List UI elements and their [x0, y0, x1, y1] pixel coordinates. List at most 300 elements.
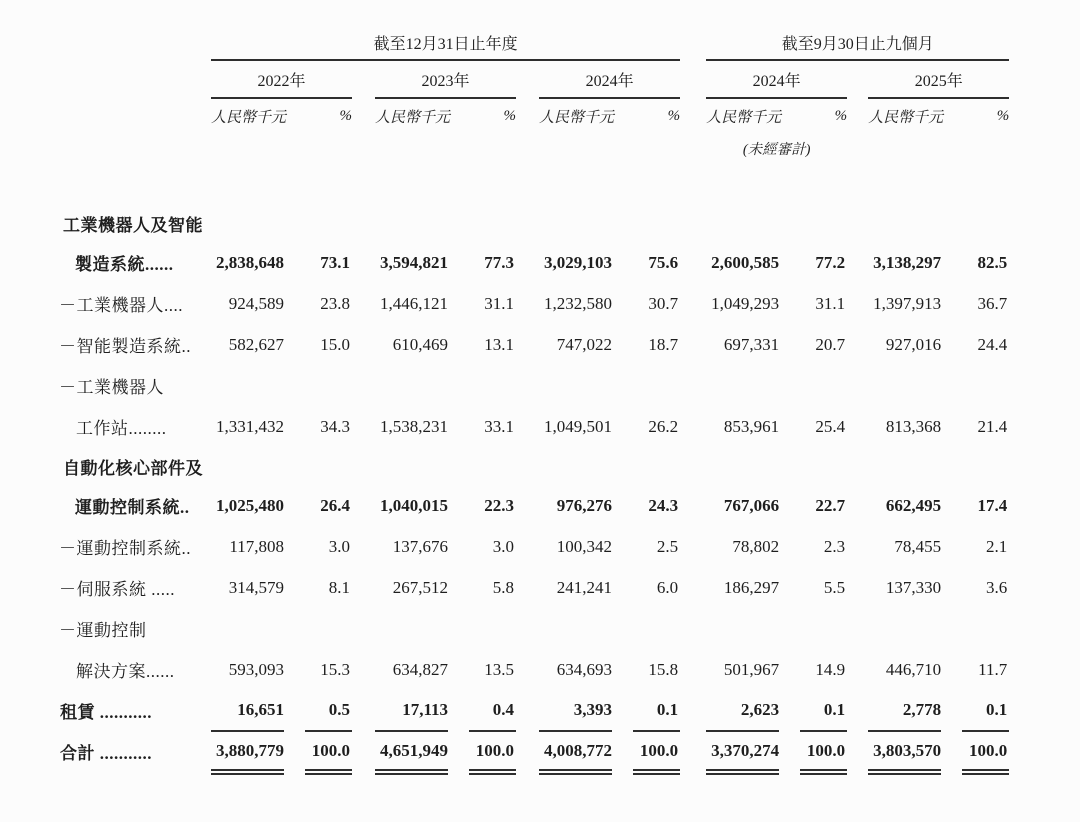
unit-header-row: [58, 98, 1009, 134]
amount-cell: 662,495: [885, 495, 942, 515]
column-spacer: [941, 406, 962, 447]
column-spacer: [284, 526, 305, 567]
percent-header: %: [667, 108, 681, 124]
amount-cell: [868, 447, 941, 485]
column-spacer: [448, 526, 469, 567]
percent-cell: 21.4: [977, 416, 1008, 436]
percent-cell: [800, 447, 847, 485]
column-spacer: [612, 485, 633, 526]
column-spacer: [448, 406, 469, 447]
amount-cell: 1,397,913: [873, 293, 942, 313]
column-spacer: [779, 365, 800, 406]
column-spacer: [612, 526, 633, 567]
percent-cell: 15.0: [320, 334, 350, 354]
percent-cell: 11.7: [978, 659, 1008, 679]
pair-spacer: [352, 485, 375, 526]
row-label: －工業機器人: [59, 378, 164, 397]
percent-cell: 18.7: [648, 334, 679, 354]
table-row: [58, 447, 1009, 485]
pair-spacer: [352, 365, 375, 406]
percent-cell: [305, 365, 352, 406]
percent-cell: 36.7: [977, 293, 1008, 313]
amount-cell: 1,025,480: [216, 495, 284, 515]
column-spacer: [941, 283, 962, 324]
column-spacer: [612, 283, 633, 324]
column-spacer: [779, 731, 800, 772]
column-spacer: [941, 447, 962, 485]
column-spacer: [779, 485, 800, 526]
percent-cell: 75.6: [648, 252, 679, 272]
column-spacer: [779, 324, 800, 365]
pair-spacer: [516, 567, 539, 608]
column-spacer: [779, 567, 800, 608]
amount-cell: 267,512: [392, 577, 448, 597]
column-spacer: [284, 731, 305, 772]
amount-cell: 1,049,293: [711, 293, 780, 313]
column-spacer: [284, 608, 305, 649]
amount-cell: [211, 204, 284, 242]
pair-spacer: [516, 204, 539, 242]
amount-cell: 1,538,231: [380, 416, 448, 436]
percent-cell: 26.4: [320, 495, 350, 515]
column-spacer: [612, 204, 633, 242]
pair-spacer: [516, 690, 539, 731]
percent-cell: 22.7: [815, 495, 846, 515]
percent-cell: 3.0: [328, 536, 350, 556]
percent-cell: 15.8: [648, 659, 679, 679]
pair-spacer: [680, 731, 706, 772]
percent-cell: 14.9: [815, 659, 846, 679]
percent-cell: 26.2: [648, 416, 679, 436]
column-spacer: [284, 447, 305, 485]
pair-spacer: [516, 731, 539, 772]
pair-spacer: [680, 690, 706, 731]
year-header-row: [58, 60, 1009, 98]
pair-spacer: [680, 406, 706, 447]
pair-spacer: [516, 406, 539, 447]
percent-cell: [305, 204, 352, 242]
amount-cell: 976,276: [556, 495, 612, 515]
row-label: －伺服系統 .....: [59, 580, 175, 599]
percent-cell: 100.0: [800, 731, 847, 772]
column-spacer: [612, 690, 633, 731]
amount-cell: [375, 608, 448, 649]
percent-cell: 24.4: [977, 334, 1008, 354]
pair-spacer: [352, 283, 375, 324]
header-spacer: [58, 162, 1009, 204]
amount-cell: [706, 608, 779, 649]
pair-spacer: [680, 567, 706, 608]
amount-cell: 853,961: [723, 416, 780, 436]
amount-cell: 747,022: [556, 334, 612, 354]
table-row: [58, 406, 1009, 447]
pair-spacer: [516, 608, 539, 649]
percent-header: %: [996, 108, 1010, 124]
column-spacer: [941, 324, 962, 365]
percent-cell: [469, 365, 516, 406]
percent-cell: [962, 204, 1009, 242]
amount-cell: 634,693: [556, 659, 612, 679]
column-spacer: [284, 485, 305, 526]
amount-cell: 3,880,779: [211, 731, 284, 772]
amount-cell: [706, 365, 779, 406]
table-row: [58, 324, 1009, 365]
year-header-2022: 2022年: [211, 60, 352, 98]
column-spacer: [941, 608, 962, 649]
column-spacer: [779, 283, 800, 324]
column-spacer: [284, 406, 305, 447]
pair-spacer: [352, 649, 375, 690]
amount-cell: [539, 447, 612, 485]
amount-cell: [868, 608, 941, 649]
pair-spacer: [680, 324, 706, 365]
column-spacer: [448, 649, 469, 690]
amount-cell: [375, 365, 448, 406]
amount-cell: 1,232,580: [544, 293, 612, 313]
amount-cell: [706, 447, 779, 485]
percent-cell: 5.5: [823, 577, 846, 597]
percent-cell: 31.1: [815, 293, 846, 313]
percent-cell: [800, 365, 847, 406]
percent-cell: [962, 608, 1009, 649]
table-row: [58, 567, 1009, 608]
revenue-breakdown-table: [58, 26, 1009, 775]
column-spacer: [448, 283, 469, 324]
percent-cell: 15.3: [320, 659, 350, 679]
amount-cell: 697,331: [723, 334, 780, 354]
column-spacer: [941, 649, 962, 690]
pair-spacer: [352, 731, 375, 772]
amount-cell: 610,469: [392, 334, 448, 354]
column-spacer: [779, 690, 800, 731]
percent-cell: [962, 447, 1009, 485]
year-header-2025-9m: 2025年: [868, 60, 1009, 98]
pair-spacer: [352, 406, 375, 447]
percent-cell: 13.1: [484, 334, 514, 354]
percent-cell: 100.0: [305, 731, 352, 772]
unaudited-note: (未經審計): [742, 141, 811, 158]
amount-cell: [539, 204, 612, 242]
amount-cell: 4,008,772: [539, 731, 612, 772]
column-spacer: [941, 204, 962, 242]
row-label: 合計 ...........: [60, 744, 152, 763]
column-spacer: [448, 242, 469, 283]
percent-cell: 30.7: [648, 293, 679, 313]
amount-cell: 2,600,585: [711, 252, 780, 272]
percent-cell: 82.5: [977, 252, 1008, 272]
column-spacer: [448, 204, 469, 242]
table-row: [58, 526, 1009, 567]
column-spacer: [612, 649, 633, 690]
percent-cell: 13.5: [484, 659, 514, 679]
percent-cell: [633, 204, 680, 242]
amount-cell: 3,594,821: [380, 252, 448, 272]
amount-cell: 100,342: [556, 536, 612, 556]
table-row: [58, 283, 1009, 324]
percent-header: %: [503, 108, 516, 124]
pair-spacer: [847, 526, 868, 567]
percent-header: %: [834, 108, 848, 124]
percent-cell: 100.0: [469, 731, 516, 772]
percent-cell: 5.8: [492, 577, 514, 597]
percent-cell: 0.1: [962, 690, 1009, 731]
percent-cell: [305, 447, 352, 485]
percent-cell: 2.1: [986, 536, 1008, 556]
pair-spacer: [352, 608, 375, 649]
pair-spacer: [847, 731, 868, 772]
amount-cell: 927,016: [885, 334, 942, 354]
pair-spacer: [352, 324, 375, 365]
amount-cell: [539, 365, 612, 406]
amount-cell: 3,370,274: [706, 731, 779, 772]
period-group-header-row: [58, 26, 1009, 60]
column-spacer: [284, 242, 305, 283]
amount-cell: [706, 204, 779, 242]
amount-cell: [868, 365, 941, 406]
column-spacer: [612, 324, 633, 365]
amount-cell: 634,827: [392, 659, 448, 679]
percent-header: %: [339, 108, 352, 124]
percent-cell: 31.1: [484, 293, 514, 313]
pair-spacer: [847, 690, 868, 731]
percent-cell: [800, 608, 847, 649]
amount-cell: 78,455: [894, 536, 942, 556]
percent-cell: 77.2: [815, 252, 846, 272]
column-spacer: [779, 608, 800, 649]
amount-cell: 241,241: [556, 577, 612, 597]
amount-cell: [375, 204, 448, 242]
column-spacer: [779, 242, 800, 283]
percent-cell: 34.3: [320, 416, 350, 436]
row-label: 工業機器人及智能: [63, 215, 203, 235]
amount-cell: 78,802: [732, 536, 780, 556]
table-row: [58, 204, 1009, 242]
column-spacer: [779, 204, 800, 242]
row-label: －工業機器人....: [59, 296, 183, 315]
column-spacer: [941, 242, 962, 283]
percent-cell: [633, 447, 680, 485]
column-spacer: [612, 406, 633, 447]
amount-cell: [868, 204, 941, 242]
percent-cell: 24.3: [648, 495, 679, 515]
column-spacer: [284, 365, 305, 406]
column-spacer: [612, 242, 633, 283]
amount-cell: 1,049,501: [544, 416, 612, 436]
pair-spacer: [680, 242, 706, 283]
pair-spacer: [352, 204, 375, 242]
amount-cell: 813,368: [885, 416, 942, 436]
percent-cell: 6.0: [656, 577, 679, 597]
row-label: 租賃 ...........: [60, 703, 152, 722]
document-page: [0, 26, 1080, 822]
amount-cell: 4,651,949: [375, 731, 448, 772]
column-spacer: [284, 324, 305, 365]
amount-cell: [211, 365, 284, 406]
pair-spacer: [352, 447, 375, 485]
percent-cell: [305, 608, 352, 649]
column-spacer: [941, 567, 962, 608]
amount-cell: 137,676: [392, 536, 448, 556]
pair-spacer: [352, 526, 375, 567]
year-header-2023: 2023年: [375, 60, 516, 98]
pair-spacer: [847, 242, 868, 283]
amount-cell: 593,093: [228, 659, 284, 679]
pair-spacer: [516, 242, 539, 283]
amount-cell: 3,393: [539, 690, 612, 731]
percent-cell: 77.3: [484, 252, 514, 272]
column-spacer: [779, 406, 800, 447]
column-spacer: [941, 731, 962, 772]
unit-header: 人民幣千元: [539, 110, 615, 126]
pair-spacer: [847, 649, 868, 690]
column-spacer: [448, 324, 469, 365]
amount-cell: 314,579: [228, 577, 284, 597]
pair-spacer: [516, 365, 539, 406]
percent-cell: 22.3: [484, 495, 514, 515]
column-spacer: [448, 608, 469, 649]
percent-cell: 0.4: [469, 690, 516, 731]
table-row: [58, 649, 1009, 690]
unit-header: 人民幣千元: [868, 110, 944, 126]
percent-cell: 8.1: [328, 577, 350, 597]
amount-cell: 186,297: [723, 577, 780, 597]
percent-cell: 17.4: [977, 495, 1008, 515]
column-spacer: [779, 526, 800, 567]
column-spacer: [448, 567, 469, 608]
percent-cell: 100.0: [962, 731, 1009, 772]
pair-spacer: [680, 608, 706, 649]
pair-spacer: [847, 204, 868, 242]
row-label: 解決方案......: [76, 662, 175, 681]
year-header-2024-9m: 2024年: [706, 60, 847, 98]
column-spacer: [448, 690, 469, 731]
amount-cell: [375, 447, 448, 485]
table-row: [58, 731, 1009, 772]
amount-cell: 1,040,015: [380, 495, 448, 515]
column-spacer: [941, 526, 962, 567]
amount-cell: 924,589: [228, 293, 284, 313]
pair-spacer: [680, 283, 706, 324]
table-row: [58, 485, 1009, 526]
column-spacer: [779, 447, 800, 485]
column-spacer: [941, 485, 962, 526]
amount-cell: [211, 608, 284, 649]
pair-spacer: [680, 649, 706, 690]
pair-spacer: [516, 283, 539, 324]
pair-spacer: [847, 365, 868, 406]
pair-spacer: [516, 649, 539, 690]
percent-cell: [633, 365, 680, 406]
percent-cell: 100.0: [633, 731, 680, 772]
percent-cell: [469, 608, 516, 649]
percent-cell: 3.0: [492, 536, 514, 556]
unit-header: 人民幣千元: [375, 110, 451, 126]
column-spacer: [941, 690, 962, 731]
period-group-annual: 截至12月31日止年度: [211, 26, 680, 60]
column-spacer: [284, 649, 305, 690]
amount-cell: 1,446,121: [380, 293, 448, 313]
percent-cell: 0.5: [305, 690, 352, 731]
period-group-nine-months: 截至9月30日止九個月: [706, 26, 1009, 60]
pair-spacer: [352, 242, 375, 283]
column-spacer: [612, 608, 633, 649]
pair-spacer: [352, 690, 375, 731]
column-spacer: [284, 567, 305, 608]
pair-spacer: [680, 485, 706, 526]
percent-cell: 25.4: [815, 416, 846, 436]
pair-spacer: [516, 324, 539, 365]
pair-spacer: [680, 526, 706, 567]
pair-spacer: [847, 608, 868, 649]
column-spacer: [612, 365, 633, 406]
table-body: [58, 204, 1009, 772]
year-header-2024: 2024年: [539, 60, 680, 98]
amount-cell: [211, 447, 284, 485]
percent-cell: 20.7: [815, 334, 846, 354]
column-spacer: [284, 204, 305, 242]
row-label: 工作站........: [76, 419, 167, 438]
pair-spacer: [847, 485, 868, 526]
pair-spacer: [680, 204, 706, 242]
amount-cell: 767,066: [723, 495, 780, 515]
column-spacer: [448, 731, 469, 772]
amount-cell: 582,627: [228, 334, 284, 354]
pair-spacer: [516, 485, 539, 526]
pair-spacer: [847, 324, 868, 365]
amount-cell: 137,330: [885, 577, 942, 597]
pair-spacer: [680, 447, 706, 485]
amount-cell: 2,838,648: [216, 252, 284, 272]
percent-cell: 23.8: [320, 293, 350, 313]
percent-cell: 3.6: [986, 577, 1008, 597]
percent-cell: [962, 365, 1009, 406]
pair-spacer: [516, 526, 539, 567]
column-spacer: [448, 485, 469, 526]
pair-spacer: [847, 283, 868, 324]
column-spacer: [448, 447, 469, 485]
column-spacer: [612, 447, 633, 485]
pair-spacer: [352, 567, 375, 608]
pair-spacer: [680, 365, 706, 406]
table-row: [58, 365, 1009, 406]
amount-cell: 3,029,103: [544, 252, 612, 272]
column-spacer: [612, 567, 633, 608]
percent-cell: 0.1: [633, 690, 680, 731]
column-spacer: [779, 649, 800, 690]
table-row: [58, 690, 1009, 731]
amount-cell: 17,113: [375, 690, 448, 731]
pair-spacer: [847, 567, 868, 608]
percent-cell: [800, 204, 847, 242]
column-spacer: [941, 365, 962, 406]
amount-cell: 3,138,297: [873, 252, 942, 272]
percent-cell: 0.1: [800, 690, 847, 731]
percent-cell: 33.1: [484, 416, 514, 436]
row-label: －運動控制系統..: [59, 539, 191, 558]
pair-spacer: [847, 447, 868, 485]
percent-cell: [469, 204, 516, 242]
amount-cell: 117,808: [229, 536, 284, 556]
percent-cell: 73.1: [320, 252, 350, 272]
percent-cell: 2.5: [656, 536, 679, 556]
pair-spacer: [516, 447, 539, 485]
row-label: －運動控制: [59, 621, 147, 640]
amount-cell: 446,710: [885, 659, 942, 679]
percent-cell: 2.3: [823, 536, 846, 556]
row-label: 自動化核心部件及: [63, 458, 203, 478]
column-spacer: [284, 690, 305, 731]
pair-spacer: [847, 406, 868, 447]
